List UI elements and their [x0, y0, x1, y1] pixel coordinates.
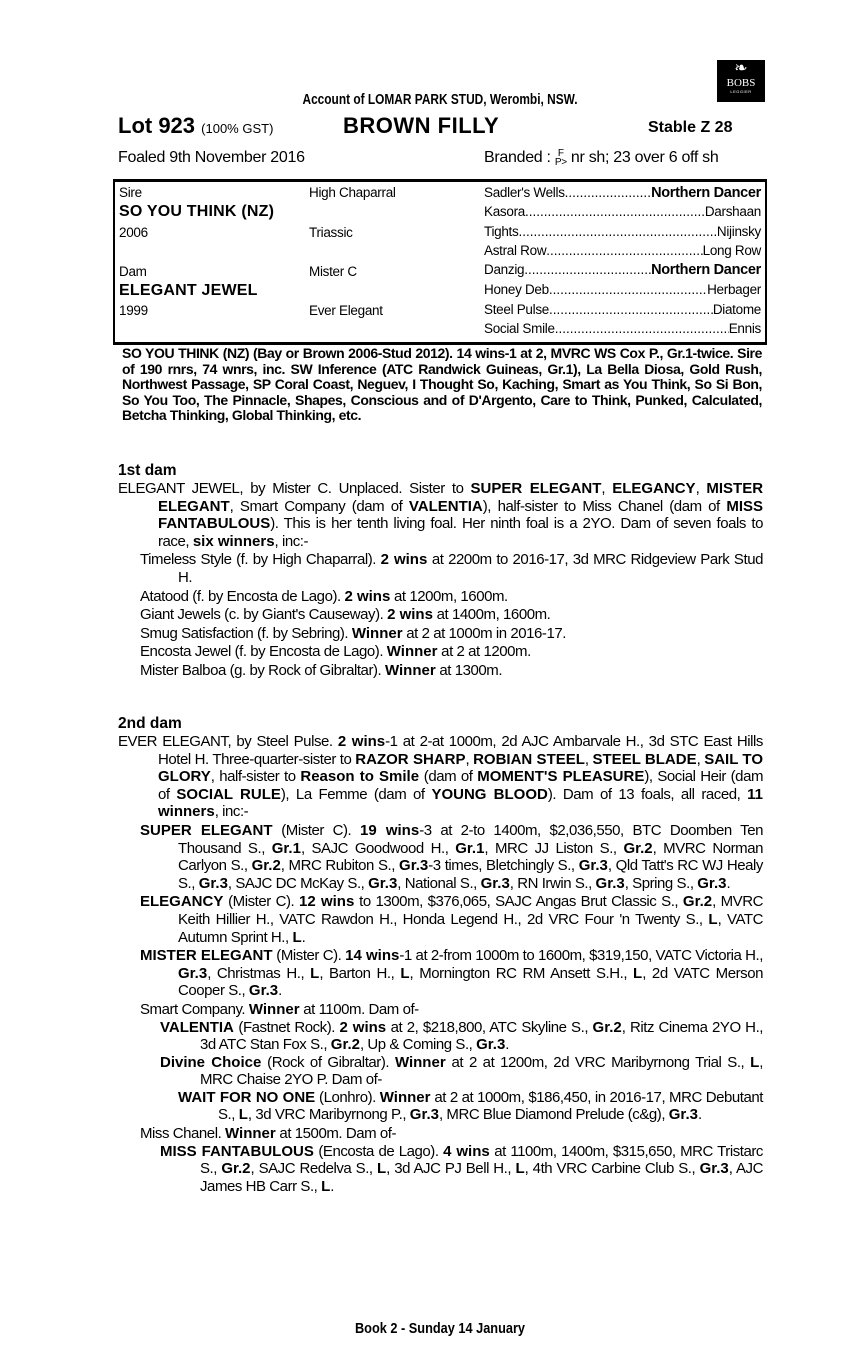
vendor-account: Account of LOMAR PARK STUD, Werombi, NSW. [302, 92, 578, 108]
text: , Smart Company (dam of [229, 497, 409, 515]
leader-dots [518, 224, 716, 239]
text: at 2 at 1200m, 2d VRC Maribyrnong Trial S., [445, 1053, 751, 1071]
ancestor-sire: Darshaan [704, 204, 761, 219]
dam-dam: Ever Elegant [309, 303, 383, 318]
text: Smart Company. [140, 1000, 249, 1018]
bold-text: WAIT FOR NO ONE [178, 1088, 316, 1106]
pedigree-ancestor-row [484, 262, 761, 278]
bold-text: Gr.2 [221, 1160, 251, 1178]
pedigree-table [113, 179, 767, 344]
bold-text: Gr.2 [623, 839, 653, 857]
text: -3 times, Bletchingly S., [428, 857, 579, 875]
leader-dots [549, 282, 707, 297]
text: , [695, 480, 707, 497]
text: (Mister C). [272, 821, 360, 839]
pedigree-ancestor-row [484, 302, 761, 317]
text: , Up & Coming S., [359, 1036, 477, 1054]
brand-details: nr sh; 23 over 6 off sh [570, 149, 719, 167]
lot-label: Lot 923 [118, 113, 196, 138]
text: , MRC Rubiton S., [280, 857, 400, 875]
text: Giant Jewels (c. by Giant's Causeway). [140, 606, 388, 624]
bold-text: STEEL BLADE [592, 750, 697, 768]
brand-mark-bottom: P> [554, 157, 567, 168]
bold-text: Gr.3 [409, 1106, 439, 1124]
text: , [601, 480, 613, 497]
sire-dam: Triassic [309, 225, 353, 240]
text: , Spring S., [624, 874, 698, 892]
text: . [726, 874, 731, 892]
logo-text: BOBS [726, 77, 756, 89]
pedigree-ancestor-row [484, 185, 761, 201]
text: , AJC James HB Carr S., [200, 1160, 763, 1195]
bold-text: Gr.2 [592, 1018, 622, 1036]
sire-sire: High Chaparral [309, 185, 396, 200]
text: at 1300m. [435, 661, 503, 679]
bold-text: SUPER ELEGANT [470, 480, 602, 497]
text: , 4th VRC Carbine Club S., [524, 1160, 700, 1178]
bold-text: Winner [248, 1000, 300, 1018]
text: at 2 at 1000m, $186,450, in 2016-17, MRC Debutant S., [218, 1088, 764, 1124]
text: , [465, 750, 474, 768]
brand-info [484, 149, 718, 167]
bold-text: Gr.2 [251, 857, 281, 875]
bold-text: six winners [192, 532, 275, 550]
text: , half-sister to [210, 768, 301, 786]
ancestor-sire: Northern Dancer [651, 185, 761, 201]
bold-text: ELEGANCY [140, 893, 224, 911]
text: , MRC Chaise 2YO P. Dam of- [200, 1053, 763, 1089]
bold-text: 2 wins [337, 733, 386, 750]
bold-text: VALENTIA [160, 1018, 234, 1036]
bold-text: Gr.3 [480, 874, 510, 892]
bold-text: Gr.2 [682, 893, 713, 911]
bold-text: Gr.3 [668, 1106, 698, 1124]
pedigree-ancestor-row [484, 321, 761, 336]
horse-description: BROWN FILLY [343, 113, 500, 138]
ancestor-sire: Nijinsky [716, 224, 761, 239]
produce-entry [118, 947, 763, 1000]
bold-text: Winner [394, 1053, 446, 1071]
text: , MVRC Keith Hillier H., VATC Rawdon H., Honda Legend H., 2d VRC Four 'n Twenty S., [178, 893, 763, 928]
stable-number: Stable Z 28 [648, 119, 733, 136]
bold-text: 11 winners [158, 785, 763, 821]
bold-text: RAZOR SHARP [355, 750, 466, 768]
text: at 1400m, 1600m. [432, 606, 551, 624]
text: , MRC JJ Liston S., [484, 839, 624, 857]
produce-entry [118, 625, 763, 643]
bold-text: SAIL TO GLORY [158, 750, 763, 786]
ancestor-sire: Herbager [707, 282, 761, 297]
text: . [278, 982, 282, 1000]
ancestor-name: Tights [484, 224, 519, 239]
bold-text: Gr.3 [578, 857, 608, 875]
text: . [301, 928, 306, 946]
text: at 1100m. Dam of- [299, 1000, 419, 1018]
leader-dots [524, 262, 651, 278]
text: (Mister C). [223, 893, 300, 911]
section-heading: 1st dam [118, 462, 177, 479]
logo-subtext: LEGGIER [730, 89, 752, 94]
produce-entry [118, 1054, 763, 1089]
leader-dots [555, 321, 729, 336]
text: , SAJC Redelva S., [250, 1160, 377, 1178]
produce-entry [118, 480, 763, 550]
text: Timeless Style (f. by High Chaparral). [140, 551, 381, 569]
bold-text: 2 wins [387, 606, 433, 624]
produce-entry [118, 1019, 763, 1054]
produce-entry [118, 733, 763, 821]
dam-name: ELEGANT JEWEL [119, 282, 258, 299]
text: (Lonhro). [315, 1088, 380, 1106]
text: , SAJC Goodwood H., [300, 839, 456, 857]
produce-entry [118, 893, 763, 946]
dam-label: Dam [119, 264, 147, 279]
bold-text: MISTER ELEGANT [158, 480, 764, 515]
section-heading: 2nd dam [118, 715, 182, 732]
text: (Rock of Gibraltar). [261, 1053, 395, 1071]
text: , VATC Autumn Sprint H., [178, 910, 763, 946]
text: -1 at 2-at 1000m, 2d AJC Ambarvale H., 3d STC East Hills Hotel H. Three-quarter-sister to [158, 733, 763, 768]
ancestor-sire: Diatome [712, 302, 761, 317]
bold-text: L [515, 1160, 525, 1178]
bold-text: Winner [351, 624, 403, 642]
text: , Christmas H., [207, 964, 311, 982]
bold-text: 19 wins [359, 821, 420, 839]
text: , 3d VRC Maribyrnong P., [247, 1106, 410, 1124]
bold-text: L [400, 964, 410, 982]
text: at 1200m, 1600m. [390, 587, 508, 605]
leader-dots [549, 302, 713, 317]
bold-text: L [376, 1160, 387, 1178]
gst-note: (100% GST) [201, 121, 274, 136]
bold-text: Gr.1 [455, 839, 485, 857]
bold-text: SUPER ELEGANT [140, 821, 273, 839]
text: , 2d VATC Merson Cooper S., [178, 964, 763, 1000]
text: , Ritz Cinema 2YO H., 3d ATC Stan Fox S., [200, 1018, 764, 1054]
produce-entry [118, 643, 763, 661]
text: -1 at 2-from 1000m to 1600m, $319,150, VATC Victoria H., [399, 947, 763, 965]
text: , 3d AJC PJ Bell H., [386, 1160, 516, 1178]
text: at 1100m, 1400m, $315,650, MRC Tristarc S., [200, 1142, 763, 1178]
bold-text: 2 wins [344, 587, 391, 605]
text: at 2 at 1000m in 2016-17. [402, 624, 566, 642]
bold-text: Winner [225, 1125, 276, 1143]
branded-label: Branded : [484, 149, 551, 167]
first-dam-section [118, 462, 763, 680]
text: , RN Irwin S., [509, 874, 596, 892]
bold-text: 2 wins [339, 1018, 387, 1036]
pedigree-ancestor-row [484, 282, 761, 297]
text: at 1500m. Dam of- [275, 1125, 397, 1143]
bold-text: Gr.3 [399, 857, 429, 875]
bold-text: L [238, 1106, 248, 1124]
sire-biography: SO YOU THINK (NZ) (Bay or Brown 2006-Stud 2012). 14 wins-1 at 2, MVRC WS Cox P., Gr.1-twice. Sire of 190 rnrs, 74 wnrs, inc. SW Inference (ATC Randwick Guineas, Gr.1), La Bella Diosa, Gold Rush, Northwest Passage, SP Coral Coast, Neguev, I Thought So, Kaching, Smart as You Think, So Si Bon, So You Too, The Pinnacle, Shapes, Conscious and of D'Argento, Care to Think, Punked, Calculated, Betcha Thinking, Global Thinking, etc. [122, 345, 762, 424]
bold-text: L [708, 910, 718, 928]
bold-text: Gr.1 [271, 839, 301, 857]
text: , Qld Tatt's RC WJ Healy S., [178, 857, 763, 892]
lot-number [118, 113, 273, 139]
bold-text: 2 wins [380, 551, 428, 569]
bold-text: 14 wins [345, 947, 400, 965]
text: . [697, 1106, 702, 1124]
text: (Encosta de Lago). [313, 1142, 444, 1160]
text: ), Social Heir (dam of [158, 768, 764, 803]
text: , inc:- [214, 803, 249, 821]
bold-text: L [750, 1053, 760, 1071]
bold-text: Gr.2 [330, 1036, 360, 1054]
horse-rider-icon: ❧ [734, 60, 748, 77]
text: at 2200m to 2016-17, 3d MRC Ridgeview Park Stud H. [178, 551, 763, 586]
bold-text: MISS FANTABULOUS [160, 1142, 314, 1160]
bold-text: MISS FANTABULOUS [158, 497, 764, 533]
leader-dots [546, 243, 702, 258]
bold-text: Winner [379, 1088, 431, 1106]
produce-entry [118, 1089, 763, 1124]
produce-entry [118, 822, 763, 892]
produce-entry [118, 662, 763, 680]
text: . [505, 1036, 510, 1054]
bold-text: Winner [386, 643, 438, 661]
text: -3 at 2-to 1400m, $2,036,550, BTC Doomben Ten Thousand S., [178, 821, 764, 857]
text: . [330, 1177, 334, 1195]
text: , Mornington RC RM Ansett S.H., [409, 964, 634, 982]
bold-text: YOUNG BLOOD [431, 785, 548, 803]
text: at 2 at 1200m. [437, 643, 531, 661]
leader-dots [565, 185, 651, 201]
text: (Mister C). [272, 947, 346, 965]
leader-dots [525, 204, 705, 219]
text: , National S., [397, 874, 481, 892]
text: , MRC Blue Diamond Prelude (c&g), [438, 1106, 669, 1124]
ancestor-name: Social Smile [484, 321, 555, 336]
ancestor-name: Honey Deb [484, 282, 549, 297]
produce-entry [118, 606, 763, 624]
ancestor-name: Steel Pulse [484, 302, 549, 317]
text: Mister Balboa (g. by Rock of Gibraltar). [140, 661, 385, 679]
pedigree-ancestor-row [484, 224, 761, 239]
bold-text: SOCIAL RULE [176, 785, 281, 803]
bold-text: L [292, 928, 302, 946]
bold-text: Gr.3 [368, 874, 398, 892]
ancestor-sire: Ennis [728, 321, 761, 336]
bold-text: Divine Choice [160, 1053, 262, 1071]
bold-text: ELEGANCY [612, 480, 696, 497]
brand-mark [555, 149, 567, 167]
text: Atatood (f. by Encosta de Lago). [140, 587, 345, 605]
bold-text: Gr.3 [595, 874, 625, 892]
text: , [584, 750, 593, 768]
ancestor-name: Danzig [484, 262, 525, 277]
bold-text: MOMENT'S PLEASURE [477, 768, 645, 786]
bold-text: Gr.3 [476, 1036, 506, 1054]
bold-text: Gr.3 [699, 1160, 729, 1178]
text: ELEGANT JEWEL, by Mister C. Unplaced. Sister to [118, 480, 471, 497]
text: ), half-sister to Miss Chanel (dam of [482, 497, 727, 515]
text: , MVRC Norman Carlyon S., [178, 839, 764, 875]
sire-year: 2006 [119, 225, 148, 240]
bold-text: MISTER ELEGANT [140, 947, 273, 965]
ancestor-name: Astral Row [484, 243, 547, 258]
bold-text: VALENTIA [408, 497, 483, 515]
bold-text: Gr.3 [697, 874, 727, 892]
text: ). Dam of 13 foals, all raced, [547, 785, 748, 803]
text: at 2, $218,800, ATC Skyline S., [386, 1018, 593, 1036]
text: ), La Femme (dam of [280, 785, 432, 803]
pedigree-ancestor-row [484, 204, 761, 219]
second-dam-section [118, 715, 763, 1195]
text: to 1300m, $376,065, SAJC Angas Brut Classic S., [354, 893, 683, 911]
page-footer: Book 2 - Sunday 14 January [354, 1320, 526, 1337]
produce-entry [118, 588, 763, 606]
text: Miss Chanel. [140, 1125, 226, 1143]
text: , [696, 750, 705, 768]
ancestor-name: Kasora [484, 204, 525, 219]
produce-entry [118, 551, 763, 586]
text: , Barton H., [319, 964, 401, 982]
text: ). This is her tenth living foal. Her ninth foal is a 2YO. Dam of seven foals to race, [158, 515, 763, 550]
produce-entry [118, 1001, 763, 1019]
pedigree-ancestor-row [484, 243, 761, 258]
bold-text: Gr.3 [178, 964, 208, 982]
text: , inc:- [274, 532, 309, 550]
text: (dam of [419, 768, 478, 786]
bold-text: ROBIAN STEEL [473, 750, 585, 768]
bold-text: L [633, 964, 643, 982]
bold-text: Gr.3 [248, 982, 279, 1000]
ancestor-sire: Long Row [702, 243, 761, 258]
bold-text: L [321, 1177, 331, 1195]
bold-text: Gr.3 [198, 874, 228, 892]
sire-name: SO YOU THINK (NZ) [119, 203, 275, 220]
bold-text: 12 wins [299, 893, 355, 911]
text: (Fastnet Rock). [233, 1018, 340, 1036]
text: , SAJC DC McKay S., [227, 874, 369, 892]
bold-text: Reason to Smile [300, 768, 420, 786]
dam-sire: Mister C [309, 264, 357, 279]
foaled-date: Foaled 9th November 2016 [118, 149, 305, 166]
produce-entry [118, 1125, 763, 1143]
ancestor-sire: Northern Dancer [651, 262, 761, 278]
bold-text: 4 wins [443, 1142, 490, 1160]
produce-entry [118, 1143, 763, 1196]
text: Encosta Jewel (f. by Encosta de Lago). [140, 643, 387, 661]
bold-text: Winner [384, 661, 436, 679]
dam-year: 1999 [119, 303, 148, 318]
text: EVER ELEGANT, by Steel Pulse. [118, 733, 338, 750]
bold-text: L [310, 964, 320, 982]
brand-mark-top: F [557, 148, 564, 159]
sire-label: Sire [119, 185, 142, 200]
text: Smug Satisfaction (f. by Sebring). [140, 624, 352, 642]
ancestor-name: Sadler's Wells [484, 185, 565, 200]
